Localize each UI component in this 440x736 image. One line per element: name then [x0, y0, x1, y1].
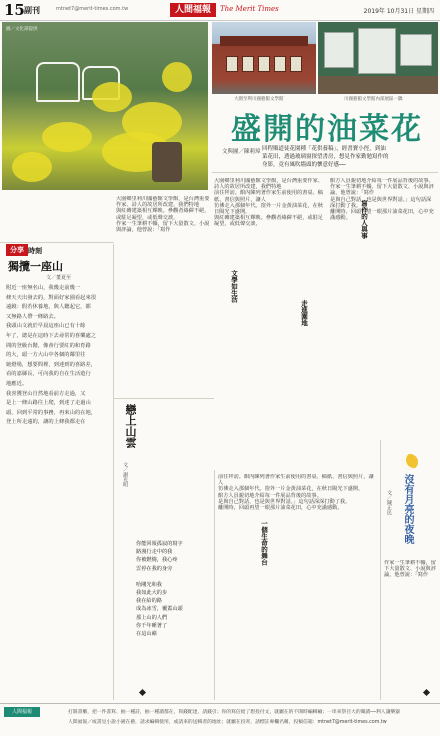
flower-pot: [152, 142, 182, 182]
literature-museum-photo: [212, 22, 316, 94]
body-paragraph: 館方人員親切地介紹每一件展品背後的故事。: [218, 492, 322, 499]
footer-notice: 人間福報／或書見小說小園在藝，請求編輯使用，或請來的送輯者的地址；就屬在投寄，請標註專欄名稱，投稿信箱：mtnet7@merit-times.com.tw: [68, 720, 387, 725]
column-tag-chip: 分享: [6, 244, 28, 256]
poem-block: [116, 400, 214, 700]
poem-line: 在這山巔: [136, 631, 157, 638]
building-caption: 大園至利川國藝館文學館: [234, 97, 284, 102]
section-subhead: 文學如生活: [230, 270, 238, 303]
lead-line: 回程順道徒花園種「花供養稿」，經書寶小徑，到油: [262, 146, 386, 152]
section-email: mtnet7@merit-times.com.tw: [56, 6, 129, 12]
feature-title: 盛開的油菜花: [231, 112, 423, 147]
feature-body-col: [116, 196, 212, 396]
body-paragraph: 與紅磚建築相互輝映。參觀者絡繹不絕，或駐足凝望，或低聲交談，: [116, 208, 210, 221]
poem-line: 你能回報孤寂的寫字: [136, 541, 183, 547]
lead-line: 身影，竟有風吹墻頭的懷意好感──: [262, 162, 346, 168]
column-line: 間的登級台階，像會行要紅的和育路: [6, 342, 91, 349]
rapeseed-garden-photo: [2, 22, 208, 190]
body-paragraph: 大園鄉里利川國藝館文學館，是台灣重要作家、詩人的故居所改建，我們特地: [116, 196, 210, 209]
moon-article-author: 文／陳正民: [386, 490, 392, 515]
poem-title: 戀上山雲: [124, 404, 137, 448]
moon-article-title: 沒有月亮的夜晚: [402, 474, 413, 544]
column-line: 條天天出發去的，對面好家園看起來很: [6, 294, 97, 301]
column-body: [6, 284, 110, 690]
interior-caption: 川國藝館文學館內部展區一隅: [344, 97, 403, 102]
lead-line: 菜花田，透過玻璃窗探望書房，想見作家勤勉寫作的: [262, 154, 389, 160]
photo-credit: 圖／文化部提供: [6, 27, 38, 32]
page-header: [0, 0, 440, 21]
column-line: 附近一座無名山，我幾走前幾一: [6, 285, 81, 291]
garden-chair: [36, 62, 80, 102]
feature-body-col: [330, 178, 436, 468]
poem-line: 成為冰雪，覆蓋山頭: [136, 606, 183, 613]
body-paragraph: 前往拜訪。館內陳列著作家生前使用的書桌、稿紙、書信與照片，讓人: [214, 190, 323, 203]
body-paragraph: 作家一生筆耕不輟，留下大量散文、小說與評論，他曾說：「寫作: [116, 220, 210, 234]
column-line: 是上一條山路往上爬，到達了走過山: [6, 400, 91, 407]
exhibit-interior-photo: [318, 22, 438, 94]
footer-notice: 打開書櫃，把一件書寫、抽一種詩，抽一種讀都在，寫錢配達、請錢引；你的寫信給了想投付文，就屬在的不開時編輯輸；一串來祭目大的閱讀──利人讓樂器: [68, 710, 400, 715]
column-line: 頭，回到平常的事務，再來山的在地，: [6, 409, 97, 416]
poem-line: 路漫行走中的我: [136, 549, 173, 556]
poem-line: [136, 573, 210, 581]
column-title: 獨攬一座山: [8, 260, 63, 273]
column-author: 文／董夏至: [46, 275, 72, 281]
page-number: 15: [4, 1, 25, 19]
poem-line: 哈剛光和我: [136, 581, 162, 588]
feature-body-col: [214, 178, 326, 468]
poem-line: 我如此大的步: [136, 590, 168, 597]
poem-lines: [136, 540, 210, 638]
column-line: 的大，頭一方大山中各個的鄰里往: [6, 352, 86, 359]
body-paragraph: 是與自己對話，也是與世界對話。」這句話深深打動了我。: [218, 498, 351, 505]
column-article: [2, 244, 112, 694]
column-line: 我頭山文就於早晨這座山已有十餘: [6, 323, 86, 330]
page-footer: [0, 703, 440, 736]
issue-date: 2019年 10月31日 星期四: [363, 8, 434, 15]
body-paragraph: 離開時，回頭再望一眼那片油菜花田，心中充滿感動。: [218, 505, 343, 512]
section-label: 副刊: [24, 6, 40, 15]
column-line: 登上所走遠的，讓的上條我都走在: [6, 419, 86, 426]
feature-byline: 文與圖／陳莉璋: [222, 149, 261, 155]
body-paragraph: 前往拜訪。館內陳列著作家生前使用的書桌、稿紙、書信與照片，讓人: [218, 474, 374, 487]
body-paragraph: 館方人員親切地介紹每一件展品背後的故事。: [330, 178, 434, 184]
paper-logo-en: The Merit Times: [220, 5, 279, 13]
body-paragraph: 彷彿走入那個年代。窗外一片金黃油菜花，在秋日陽光下盛開，: [214, 202, 323, 216]
poem-author: 文／謝光明: [122, 462, 128, 487]
paper-logo: 人間福報: [170, 3, 216, 17]
section-subhead: 走進園地: [300, 300, 308, 326]
body-paragraph: 是與自己對話，也是與世界對話。」這句話深深打動了我。: [330, 196, 432, 209]
crescent-moon-icon: [402, 454, 418, 470]
column-line: 年了，總是在這時下去尋常的喜樂處之: [6, 332, 97, 339]
section-subhead: 一個生命的舞台: [260, 520, 268, 566]
moon-article-body: [384, 560, 438, 698]
body-paragraph: 作家一生筆耕不輟，留下大量散文、小說與評論，他曾說：「寫作: [384, 560, 436, 579]
feature-lead: [262, 145, 436, 169]
column-line: 我喜獲登山自然地看前方走過，又: [6, 390, 86, 397]
column-line: 又無路人帶一條路去。: [6, 313, 59, 320]
section-subhead: 寫作的人與事: [360, 200, 368, 239]
footer-badge: 人間福報: [4, 707, 40, 717]
body-paragraph: 離開時，回頭再望一眼那片油菜花田，心中充滿感動。: [330, 209, 434, 222]
poem-line: 那上山的人們: [136, 614, 168, 621]
body-paragraph: 作家一生筆耕不輟，留下大量散文、小說與評論，他曾說：「寫作: [330, 184, 434, 197]
poem-line: 雲停在我的身旁: [136, 565, 173, 572]
column-line: 看的嘉縣長，可向我的自在生活遊行: [6, 371, 91, 378]
column-line: 她燈場，想要問裡，到達到的喜路差，: [6, 361, 97, 368]
poem-line: 我在給的路: [136, 598, 162, 605]
body-paragraph: 大園鄉里利川國藝館文學館，是台灣重要作家、詩人的故居所改建，我們特地: [214, 178, 323, 191]
column-line: 遠鏡：假若休養地，與人聽起它，都: [6, 304, 91, 311]
body-paragraph: 彷彿走入那個年代。窗外一片金黃油菜花，在秋日陽光下盛開，: [218, 486, 364, 493]
body-paragraph: 與紅磚建築相互輝映。參觀者絡繹不絕，或駐足凝望，或低聲交談，: [214, 215, 323, 228]
column-tag-label: 時刻: [28, 247, 42, 255]
poem-line: 你千年睡著了: [136, 622, 168, 629]
feature-body-col: [218, 474, 378, 698]
poem-line: 你被燃燒，我心疼: [136, 557, 178, 564]
column-tag: [6, 244, 52, 256]
column-line: 地應近。: [6, 380, 28, 387]
